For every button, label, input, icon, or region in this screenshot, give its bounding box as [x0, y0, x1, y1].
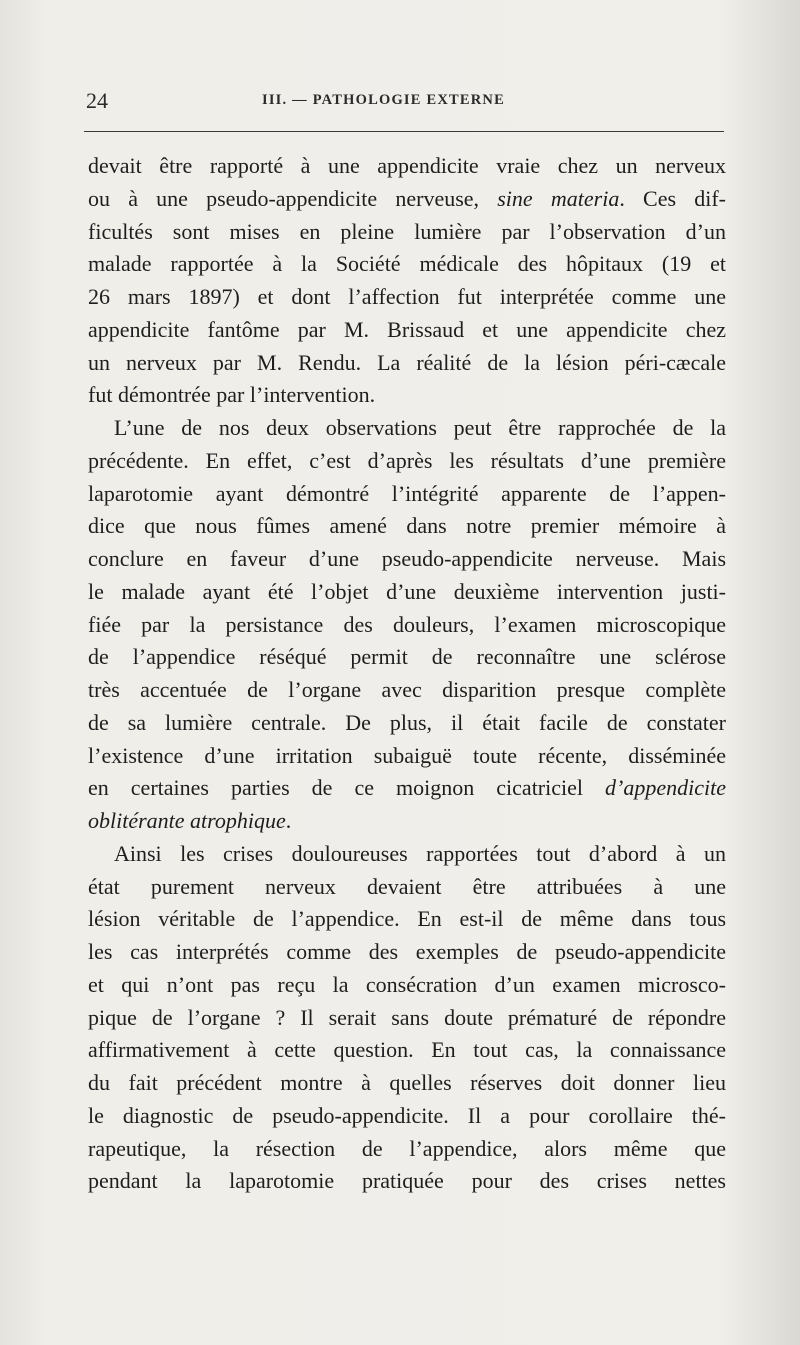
italic-phrase: sine materia: [497, 185, 620, 211]
text-line: malade rapportée à la Société médicale des hôpitaux (19 et: [88, 251, 726, 277]
text-line: de sa lumière centrale. De plus, il était facile de constater: [88, 709, 726, 735]
text-line: pique de l’organe ? Il serait sans doute prématuré de répondre: [88, 1004, 726, 1030]
text-line: le diagnostic de pseudo-appendicite. Il a pour corollaire thé-: [88, 1102, 726, 1128]
text-line: L’une de nos deux observations peut être rapprochée de la: [114, 415, 726, 440]
text-line: laparotomie ayant démontré l’intégrité apparente de l’appen-: [88, 480, 726, 506]
text-line: pendant la laparotomie pratiquée pour des crises nettes: [88, 1168, 726, 1194]
text-line: devait être rapporté à une appendicite vraie chez un nerveux: [88, 153, 726, 178]
text-line: lésion véritable de l’appendice. En est-il de même dans tous: [88, 906, 726, 932]
italic-phrase: d’appendicite: [605, 775, 726, 801]
text-line: oblitérante atrophique.: [88, 808, 292, 833]
text-line: ou à une pseudo-appendicite nerveuse, sine materia. Ces dif-: [88, 185, 726, 211]
text-line: le malade ayant été l’objet d’une deuxième intervention justi-: [88, 578, 726, 604]
text-line: en certaines parties de ce moignon cicatriciel d’appendicite: [88, 775, 726, 801]
italic-phrase: oblitérante atrophique: [88, 808, 286, 833]
page-number: 24: [86, 88, 108, 113]
running-head: III. — PATHOLOGIE EXTERNE: [262, 92, 505, 108]
text-line: dice que nous fûmes amené dans notre premier mémoire à: [88, 513, 726, 539]
text-line: fiée par la persistance des douleurs, l’examen microscopique: [88, 611, 726, 637]
text-line: les cas interprétés comme des exemples de pseudo-appendicite: [88, 939, 726, 964]
text-line: conclure en faveur d’une pseudo-appendicite nerveuse. Mais: [88, 546, 726, 571]
text-line: ficultés sont mises en pleine lumière par l’observation d’un: [88, 218, 726, 244]
text-line: état purement nerveux devaient être attribuées à une: [88, 873, 726, 899]
text-line: très accentuée de l’organe avec disparition presque complète: [88, 677, 726, 702]
page-header: [86, 88, 726, 118]
text-line: appendicite fantôme par M. Brissaud et une appendicite chez: [88, 316, 726, 342]
text-line: rapeutique, la résection de l’appendice, alors même que: [88, 1135, 726, 1161]
text-line: un nerveux par M. Rendu. La réalité de la lésion péri-cæcale: [88, 349, 726, 375]
text-line: 26 mars 1897) et dont l’affection fut interprétée comme une: [88, 284, 726, 309]
text-line: fut démontrée par l’intervention.: [88, 382, 376, 408]
text-line: et qui n’ont pas reçu la consécration d’un examen microsco-: [88, 971, 726, 997]
text-line: du fait précédent montre à quelles réserves doit donner lieu: [88, 1070, 726, 1095]
text-line: de l’appendice réséqué permit de reconnaître une sclérose: [88, 644, 726, 670]
text-line: affirmativement à cette question. En tout cas, la connaissance: [88, 1037, 726, 1063]
text-line: précédente. En effet, c’est d’après les résultats d’une première: [88, 447, 726, 473]
header-rule: [84, 131, 724, 132]
text-line: Ainsi les crises douloureuses rapportées tout d’abord à un: [114, 840, 726, 866]
text-line: l’existence d’une irritation subaiguë toute récente, disséminée: [88, 742, 726, 768]
body-text: [88, 150, 726, 1198]
